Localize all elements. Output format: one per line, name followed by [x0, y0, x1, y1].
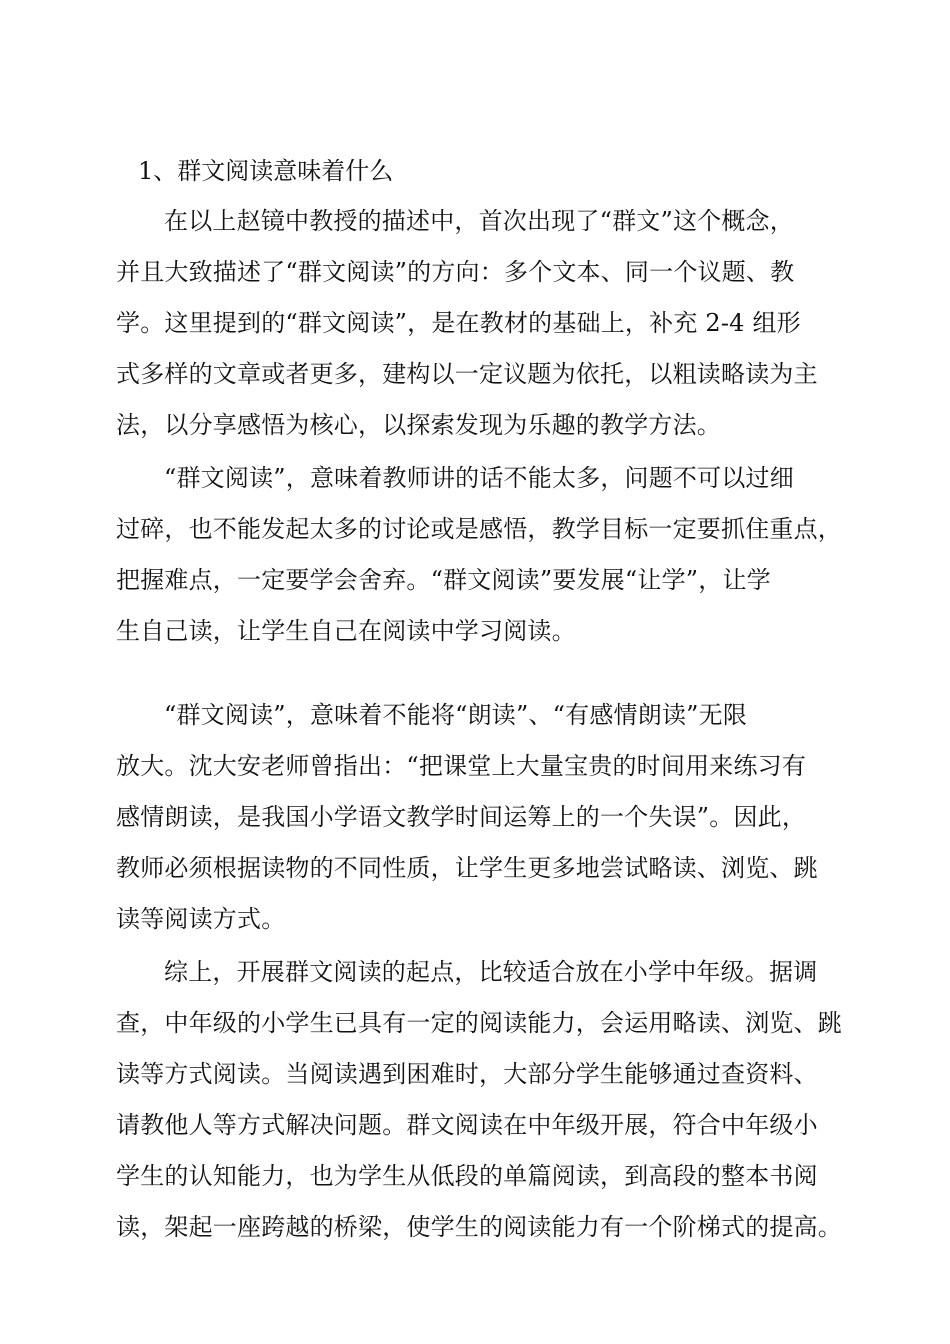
paragraph — [116, 953, 876, 1259]
section-heading: 1、群文阅读意味着什么 — [138, 157, 394, 185]
text-line: 学。这里提到的“群文阅读”，是在教材的基础上，补充 2-4 组形 — [116, 309, 801, 337]
text-line: 生自己读，让学生自己在阅读中学习阅读。 — [116, 617, 576, 645]
text-line: 在以上赵镜中教授的描述中，首次出现了“群文”这个概念， — [164, 207, 794, 235]
paragraph — [116, 696, 876, 951]
paragraph — [116, 202, 876, 457]
text-line: 教师必须根据读物的不同性质，让学生更多地尝试略读、浏览、跳 — [116, 854, 818, 882]
paragraph — [116, 459, 876, 663]
text-line: 法，以分享感悟为核心，以探索发现为乐趣的教学方法。 — [116, 411, 721, 439]
text-line: 请教他人等方式解决问题。群文阅读在中年级开展，符合中年级小 — [116, 1111, 818, 1139]
text-line: 读等阅读方式。 — [116, 905, 286, 933]
text-line: 查，中年级的小学生已具有一定的阅读能力，会运用略读、浏览、跳 — [116, 1009, 842, 1037]
text-line: “群文阅读”，意味着教师讲的话不能太多，问题不可以过细 — [164, 464, 794, 492]
text-line: 过碎，也不能发起太多的讨论或是感悟，教学目标一定要抓住重点， — [116, 515, 842, 543]
text-line: 放大。沈大安老师曾指出：“把课堂上大量宝贵的时间用来练习有 — [116, 752, 807, 780]
text-line: 综上，开展群文阅读的起点，比较适合放在小学中年级。据调 — [164, 958, 818, 986]
text-line: 式多样的文章或者更多，建构以一定议题为依托，以粗读略读为主 — [116, 360, 818, 388]
text-line: 学生的认知能力，也为学生从低段的单篇阅读，到高段的整本书阅 — [116, 1162, 818, 1190]
text-line: 读，架起一座跨越的桥梁，使学生的阅读能力有一个阶梯式的提高。 — [116, 1213, 842, 1241]
text-line: 并且大致描述了“群文阅读”的方向：多个文本、同一个议题、教 — [116, 258, 795, 286]
text-line: 读等方式阅读。当阅读遇到困难时，大部分学生能够通过查资料、 — [116, 1060, 818, 1088]
text-line: “群文阅读”，意味着不能将“朗读”、“有感情朗读”无限 — [164, 701, 748, 729]
text-line: 感情朗读，是我国小学语文教学时间运筹上的一个失误”。因此， — [116, 803, 807, 831]
text-line: 把握难点，一定要学会舍弃。“群文阅读”要发展“让学”，让学 — [116, 566, 771, 594]
